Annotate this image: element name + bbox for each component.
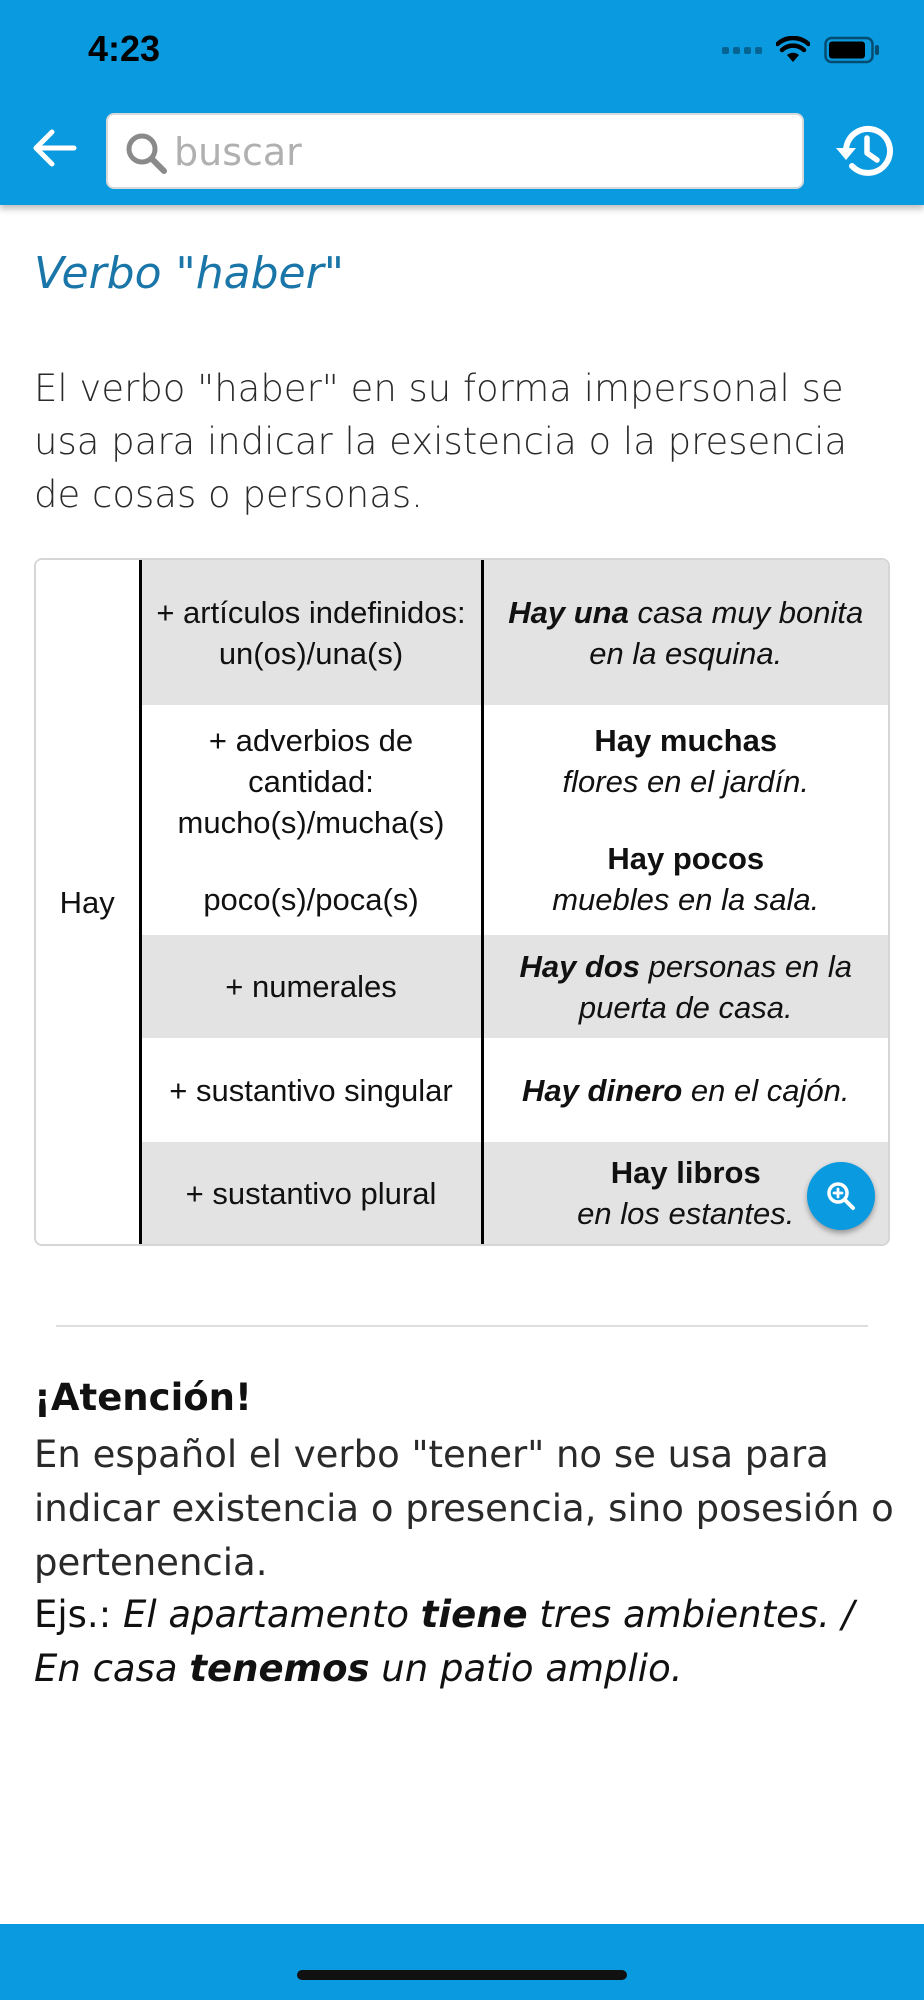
status-time: 4:23: [88, 28, 161, 69]
example-text: en los estantes.: [577, 1196, 795, 1231]
app-bar: [0, 0, 924, 205]
home-indicator[interactable]: [297, 1970, 627, 1980]
page-title: Verbo "haber": [34, 248, 344, 299]
attention-text: En español el verbo "tener" no se usa para indicar existencia o presencia, sino posesión o pertenencia.: [34, 1433, 894, 1584]
usage-cell: [140, 705, 482, 935]
example-cell: [482, 705, 888, 935]
battery-icon: [824, 36, 880, 64]
example-bold: Hay dinero: [522, 1072, 683, 1108]
example-text-2: muebles en la sala.: [552, 882, 820, 917]
haber-table: [34, 558, 890, 1246]
example-bold: Hay muchas: [594, 723, 778, 758]
example-bold-2: Hay pocos: [607, 841, 765, 876]
zoom-button[interactable]: [807, 1162, 875, 1230]
intro-paragraph: El verbo "haber" en su forma impersonal se usa para indicar la existencia o la presencia de cosas o personas.: [34, 367, 848, 516]
example-part: un patio amplio.: [369, 1647, 683, 1690]
search-icon: [124, 131, 168, 175]
example-text: en el cajón.: [682, 1072, 850, 1108]
hay-cell: Hay: [36, 560, 140, 1244]
example-verb: tenemos: [189, 1647, 370, 1690]
usage-text: + adverbios de cantidad: mucho(s)/mucha(s): [177, 723, 445, 840]
example-verb: tiene: [420, 1593, 528, 1636]
table-row: [36, 560, 888, 705]
history-button[interactable]: [832, 118, 898, 184]
search-box[interactable]: [106, 113, 804, 189]
back-button[interactable]: [26, 120, 82, 176]
usage-cell: + sustantivo singular: [140, 1038, 482, 1142]
table-row: [36, 1142, 888, 1244]
attention-examples: [34, 1588, 896, 1696]
signal-icon: [722, 47, 762, 54]
search-input[interactable]: [174, 123, 784, 181]
usage-cell: + sustantivo plural: [140, 1142, 482, 1244]
status-icons: [722, 30, 880, 70]
usage-cell: + numerales: [140, 935, 482, 1038]
example-text: personas en la puerta de casa.: [578, 948, 853, 1025]
usage-cell: + artículos indefinidos: un(os)/una(s): [140, 560, 482, 705]
table-row: [36, 705, 888, 935]
example-cell: [482, 560, 888, 705]
example-bold: Hay dos: [519, 948, 641, 984]
history-icon: [832, 118, 898, 184]
table-row: [36, 935, 888, 1038]
attention-title: ¡Atención!: [34, 1376, 252, 1419]
example-bold: Hay una: [508, 594, 629, 630]
example-part: El apartamento: [122, 1593, 421, 1636]
examples-prefix: Ejs.:: [34, 1593, 123, 1636]
table-row: [36, 1038, 888, 1142]
bottom-bar: [0, 1924, 924, 2000]
arrow-left-icon: [26, 120, 82, 176]
example-cell: [482, 935, 888, 1038]
usage-text-2: poco(s)/poca(s): [203, 882, 419, 917]
section-divider: [56, 1325, 868, 1327]
example-text: flores en el jardín.: [562, 764, 809, 799]
zoom-in-icon: [825, 1180, 857, 1212]
example-text: casa muy bonita en la esquina.: [589, 594, 864, 671]
wifi-icon: [776, 36, 810, 64]
example-bold: Hay libros: [610, 1155, 761, 1190]
example-cell: [482, 1038, 888, 1142]
example-part: tres ambientes. / En casa: [34, 1593, 855, 1690]
